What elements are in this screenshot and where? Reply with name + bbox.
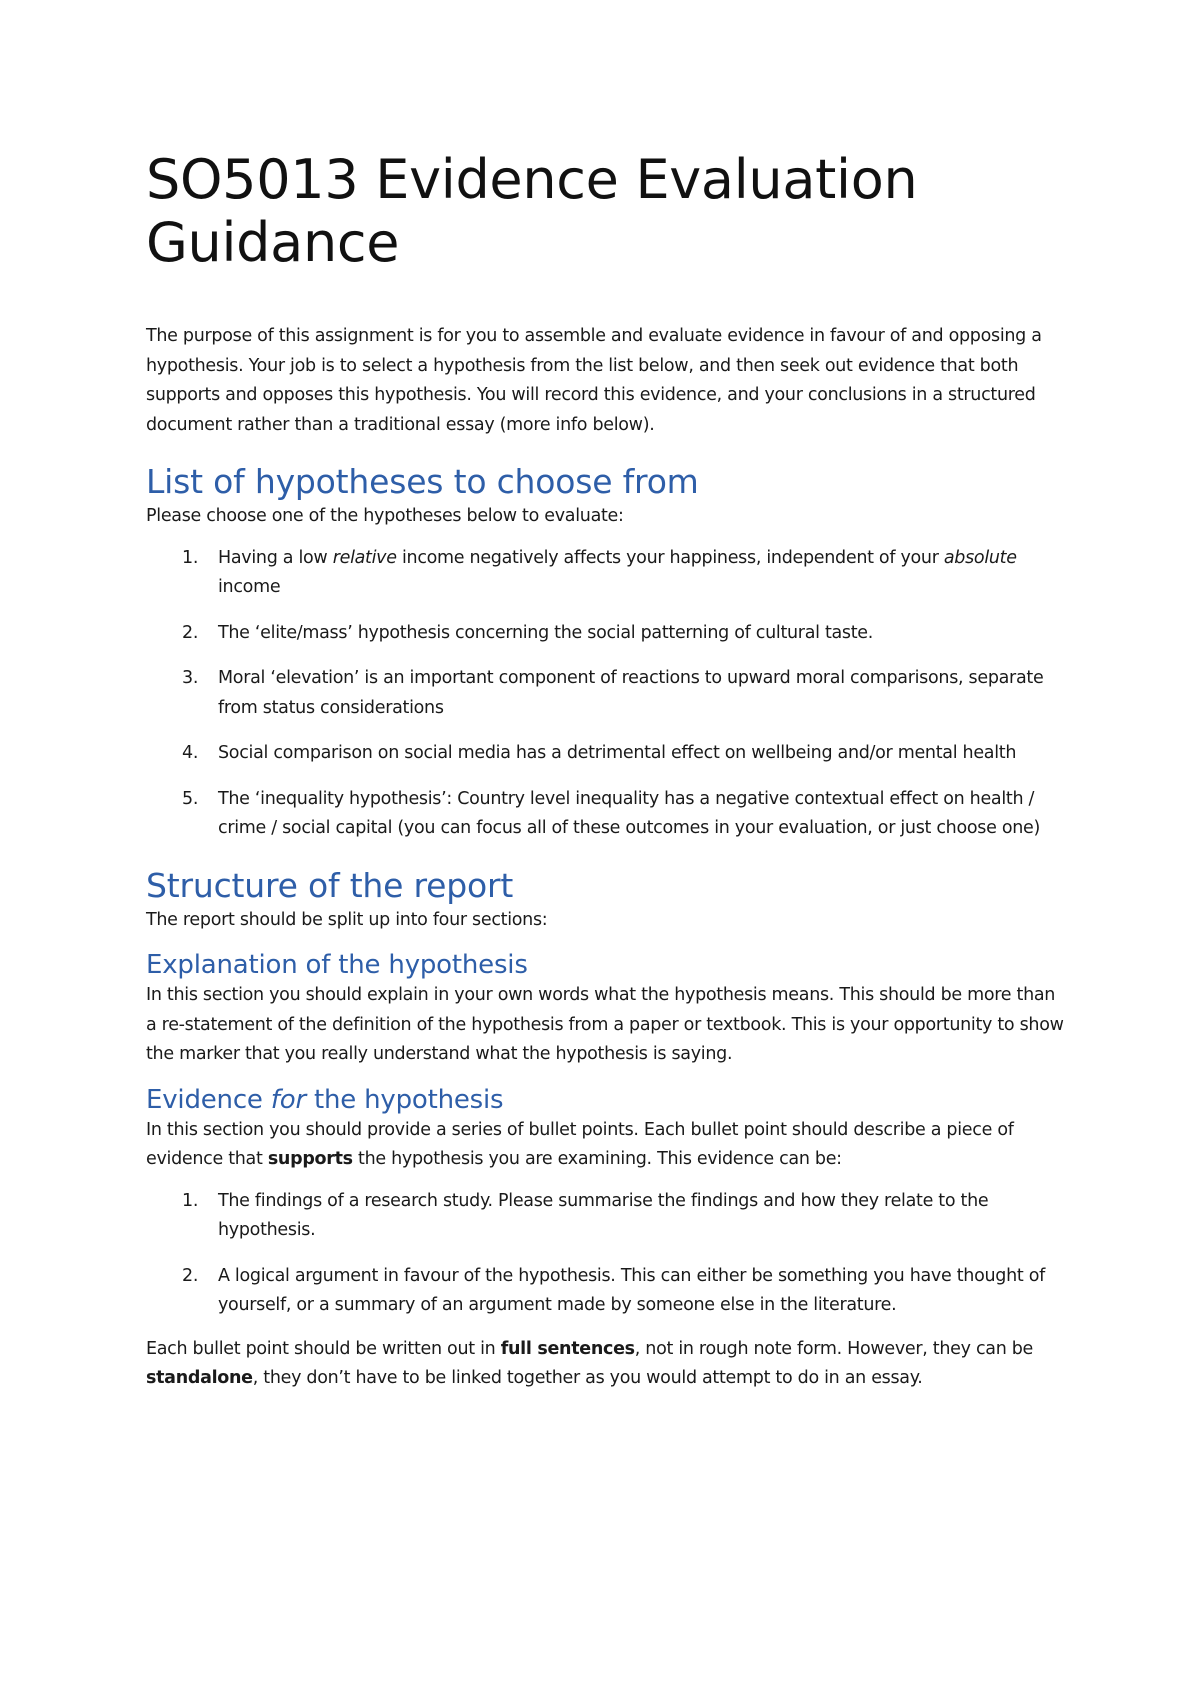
list-item (146, 1187, 1066, 1246)
list-item (146, 785, 1066, 844)
list-text: Social comparison on social media has a detrimental effect on wellbeing and/or mental health (218, 743, 1017, 763)
body-text: , not in rough note form. However, they can be (634, 1338, 1034, 1359)
list-item (146, 619, 1066, 649)
list-number: 2. (182, 622, 199, 643)
list-text: A logical argument in favour of the hypothesis. This can either be something you have thought of yourself, or a summary of an argument made by someone else in the literature. (218, 1265, 1045, 1315)
list-emphasis: absolute (943, 547, 1017, 568)
body-text: the hypothesis you are examining. This evidence can be: (352, 1149, 842, 1169)
list-item (146, 1262, 1066, 1321)
intro-paragraph: The purpose of this assignment is for you to assemble and evaluate evidence in favour of and opposing a hypothesis. Your job is to select a hypothesis from the list below, and then seek out evidence that both supports and opposes this hypothesis. You will record this evidence, and your conclusions in a structured document rather than a traditional essay (more info below). (146, 326, 1042, 435)
structure-lead: The report should be split up into four sections: (146, 909, 548, 930)
explanation-heading: Explanation of the hypothesis (146, 950, 528, 980)
list-item (146, 739, 1066, 769)
body-bold: supports (267, 1149, 353, 1169)
structure-heading: Structure of the report (146, 865, 514, 905)
list-text: The findings of a research study. Please summarise the findings and how they relate to the hypothesis. (218, 1190, 989, 1240)
body-bold: standalone (146, 1368, 253, 1388)
evidence-types-list (146, 1187, 1066, 1321)
evidence-closing-paragraph (146, 1335, 1066, 1394)
heading-emphasis: for (270, 1084, 306, 1115)
list-text: The ‘elite/mass’ hypothesis concerning the social patterning of cultural taste. (218, 622, 874, 643)
list-number: 1. (182, 1190, 199, 1211)
document-page (146, 130, 1066, 1394)
heading-text: the hypothesis (305, 1084, 504, 1115)
body-text: Each bullet point should be written out in (146, 1338, 501, 1359)
heading-text: Evidence (146, 1084, 271, 1115)
list-item (146, 664, 1066, 723)
list-number: 3. (182, 668, 199, 688)
list-number: 5. (182, 788, 199, 809)
hypotheses-lead: Please choose one of the hypotheses below to evaluate: (146, 506, 624, 526)
list-text: income (218, 577, 281, 597)
hypotheses-heading: List of hypotheses to choose from (146, 462, 699, 501)
list-text: The ‘inequality hypothesis’: Country level inequality has a negative contextual effect on health / crime / social capital (you can focus all of these outcomes in your evaluation, or just choose one) (218, 788, 1041, 838)
explanation-body: In this section you should explain in your own words what the hypothesis means. This should be more than a re-statement of the definition of the hypothesis from a paper or textbook. This is your opportunity to show the marker that you really understand what the hypothesis is saying. (146, 985, 1064, 1064)
body-bold: full sentences (500, 1338, 635, 1359)
page-title: SO5013 Evidence Evaluation Guidance (146, 148, 918, 274)
list-text: income negatively affects your happiness, independent of your (396, 547, 944, 568)
body-text: In this section you should provide a series of bullet points. Each bullet point should describe a piece of evidence that (146, 1119, 1014, 1169)
list-item (146, 544, 1066, 603)
list-text: Having a low (218, 547, 333, 568)
hypotheses-list (146, 544, 1066, 844)
list-emphasis: relative (332, 547, 397, 568)
list-text: Moral ‘elevation’ is an important component of reactions to upward moral comparisons, separate from status considerations (218, 668, 1044, 718)
evidence-for-heading (146, 1084, 1066, 1116)
evidence-for-body (146, 1116, 1066, 1175)
list-number: 4. (182, 743, 199, 763)
body-text: , they don’t have to be linked together as you would attempt to do in an essay. (252, 1368, 923, 1388)
list-number: 1. (182, 547, 199, 568)
list-number: 2. (182, 1265, 199, 1286)
